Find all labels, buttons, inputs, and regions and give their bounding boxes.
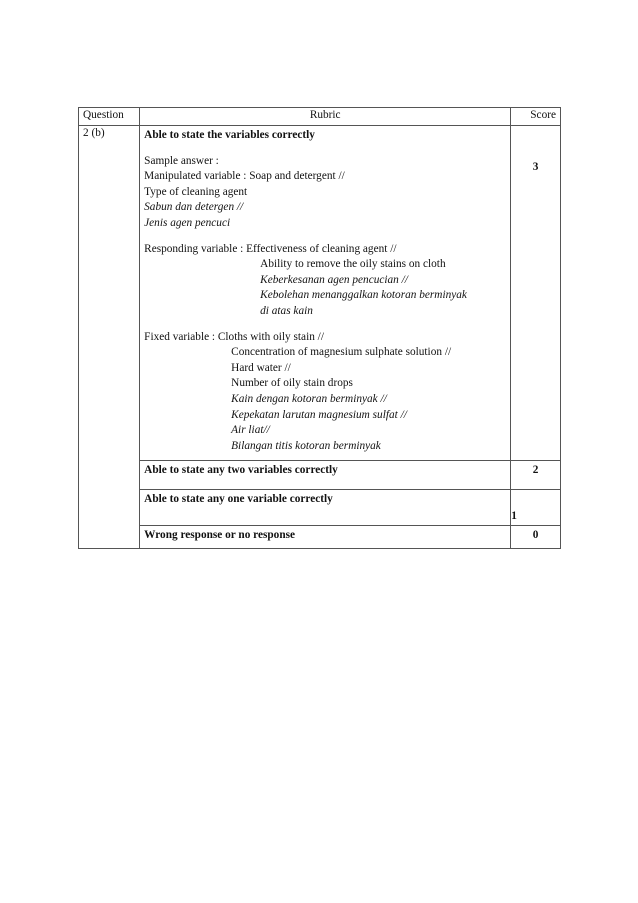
- fixed-line-3: Hard water //: [231, 361, 291, 374]
- criterion-two: Able to state any two variables correctly: [144, 464, 338, 477]
- question-id-cell: [79, 126, 140, 549]
- rubric-cell-two: [140, 461, 511, 490]
- fixed-ms-line-1: Kain dengan kotoran berminyak //: [231, 392, 387, 405]
- responding-ms-line-3: di atas kain: [260, 304, 313, 317]
- sample-answer-label: Sample answer :: [144, 154, 219, 167]
- table-row: [79, 490, 561, 526]
- responding-ms-line-1: Keberkesanan agen pencucian //: [260, 273, 408, 286]
- score-none: 0: [532, 529, 539, 542]
- criterion-one: Able to state any one variable correctly: [144, 493, 333, 506]
- responding-line-1: Responding variable : Effectiveness of cleaning agent //: [144, 242, 397, 255]
- responding-ms-line-2: Kebolehan menanggalkan kotoran berminyak: [260, 289, 467, 302]
- table-header-row: [79, 108, 561, 126]
- fixed-line-2: Concentration of magnesium sulphate solution //: [231, 346, 452, 359]
- fixed-ms-line-3: Air liat//: [231, 424, 270, 437]
- score-one: 1: [511, 509, 517, 522]
- fixed-line-4: Number of oily stain drops: [231, 377, 353, 390]
- rubric-cell-full: [140, 126, 511, 461]
- header-score: Score: [511, 108, 561, 126]
- rubric-cell-one: [140, 490, 511, 526]
- fixed-line-1: Fixed variable : Cloths with oily stain //: [144, 330, 324, 343]
- score-cell-one: [511, 490, 561, 526]
- fixed-ms-line-4: Bilangan titis kotoran berminyak: [231, 439, 381, 452]
- rubric-sheet: [78, 107, 561, 549]
- manipulated-line-1: Manipulated variable : Soap and detergent //: [144, 170, 345, 183]
- question-id: 2 (b): [83, 127, 105, 139]
- manipulated-line-2: Type of cleaning agent: [144, 185, 248, 198]
- score-two: 2: [532, 464, 539, 477]
- manipulated-ms-line-2: Jenis agen pencuci: [144, 216, 231, 229]
- criterion-none: Wrong response or no response: [144, 529, 296, 542]
- fixed-ms-line-2: Kepekatan larutan magnesium sulfat //: [231, 408, 407, 421]
- score-cell-none: [511, 526, 561, 549]
- responding-line-2: Ability to remove the oily stains on cloth: [260, 258, 446, 271]
- score-cell-full: [511, 126, 561, 461]
- header-question: Question: [79, 108, 140, 126]
- manipulated-ms-line-1: Sabun dan detergen //: [144, 201, 244, 214]
- table-row: [79, 526, 561, 549]
- score-full: 3: [532, 161, 539, 173]
- header-rubric: Rubric: [140, 108, 511, 126]
- criterion-full: Able to state the variables correctly: [144, 129, 315, 141]
- score-cell-two: [511, 461, 561, 490]
- rubric-cell-none: [140, 526, 511, 549]
- table-row: [79, 126, 561, 461]
- rubric-table: [78, 107, 561, 549]
- table-row: [79, 461, 561, 490]
